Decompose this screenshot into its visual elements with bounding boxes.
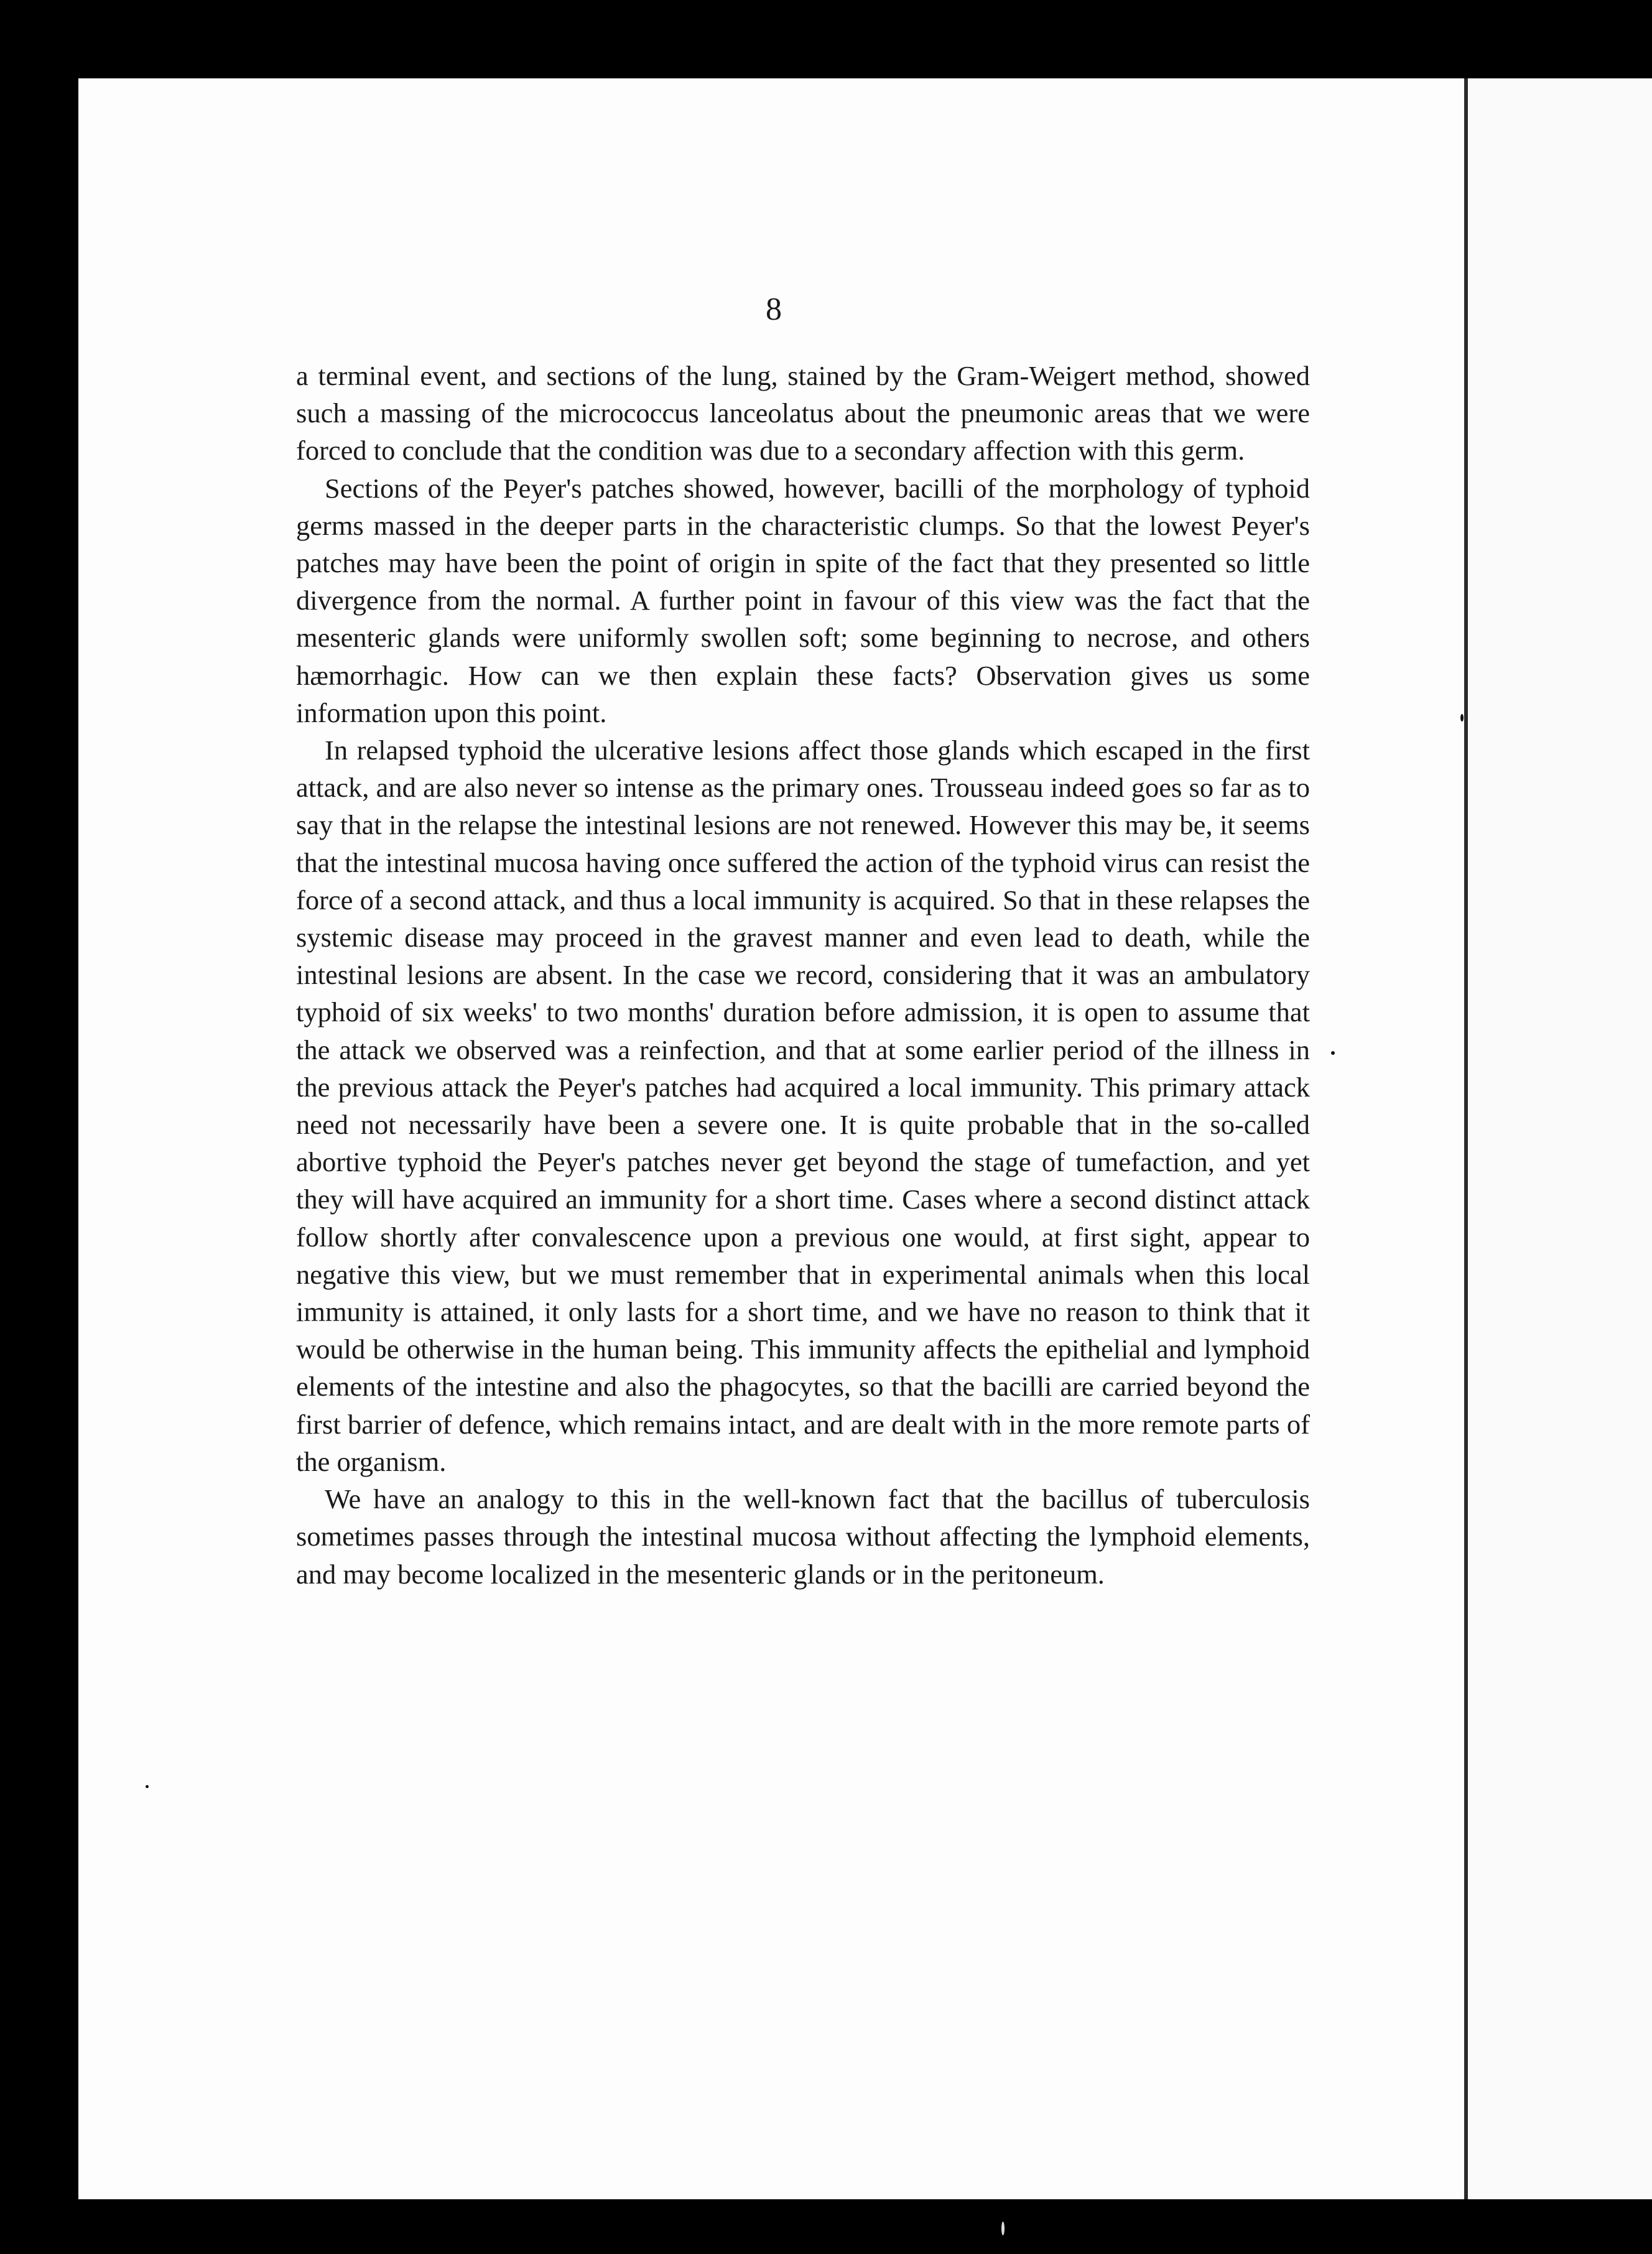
scan-speck bbox=[146, 1785, 149, 1788]
scan-speck bbox=[1331, 1051, 1335, 1055]
page-body bbox=[296, 357, 1310, 1593]
adjacent-page-edge bbox=[1469, 78, 1652, 2199]
page-edge-divider bbox=[1464, 78, 1468, 2199]
paragraph-1: a terminal event, and sections of the lung, stained by the Gram-Weigert method, showed such a massing of the micrococcus lanceolatus about the pneumonic areas that we were forced to conclude that the condition was due to a secondary affection with this germ. bbox=[296, 360, 1310, 466]
book-page bbox=[78, 78, 1469, 2199]
paragraph-3: In relapsed typhoid the ulcerative lesions affect those glands which escaped in the first attack, and are also never so intense as the primary ones. Trousseau indeed goes so far as to say that in the relapse the intestinal lesions are not renewed. However this may be, it seems that the intestinal mucosa having once suffered the action of the typhoid virus can resist the force of a second attack, and thus a local immunity is acquired. So that in these relapses the systemic disease may proceed in the gravest manner and even lead to death, while the intestinal lesions are absent. In the case we record, considering that it was an ambulatory typhoid of six weeks' to two months' duration before admission, it is open to assume that the attack we observed was a reinfection, and that at some earlier period of the illness in the previous attack the Peyer's patches had acquired a local immunity. This primary attack need not necessarily have been a severe one. It is quite probable that in the so-called abortive typhoid the Peyer's patches never get beyond the stage of tumefaction, and yet they will have acquired an immunity for a short time. Cases where a second distinct attack follow shortly after convalescence upon a previous one would, at first sight, appear to negative this view, but we must remember that in experimental animals when this local immunity is attained, it only lasts for a short time, and we have no reason to think that it would be otherwise in the human being. This immunity affects the epithelial and lymphoid elements of the intestine and also the phagocytes, so that the bacilli are carried beyond the first barrier of defence, which remains intact, and are dealt with in the more remote parts of the organism. bbox=[296, 735, 1310, 1477]
paragraph-2: Sections of the Peyer's patches showed, however, bacilli of the morphology of typhoid germs massed in the deeper parts in the characteristic clumps. So that the lowest Peyer's patches may have been the point of origin in spite of the fact that they presented so little divergence from the normal. A further point in favour of this view was the fact that the mesenteric glands were uniformly swollen soft; some beginning to necrose, and others hæmorrhagic. How can we then explain these facts? Observation gives us some information upon this point. bbox=[296, 472, 1310, 728]
paragraph-4: We have an analogy to this in the well-known fact that the bacillus of tuberculosis sometimes passes through the intestinal mucosa without affecting the lymphoid elements, and may become localized in the mesenteric glands or in the peritoneum. bbox=[296, 1483, 1310, 1590]
page-number: 8 bbox=[766, 292, 782, 327]
scan-speck bbox=[1001, 2222, 1005, 2235]
scan-speck bbox=[1460, 714, 1464, 721]
